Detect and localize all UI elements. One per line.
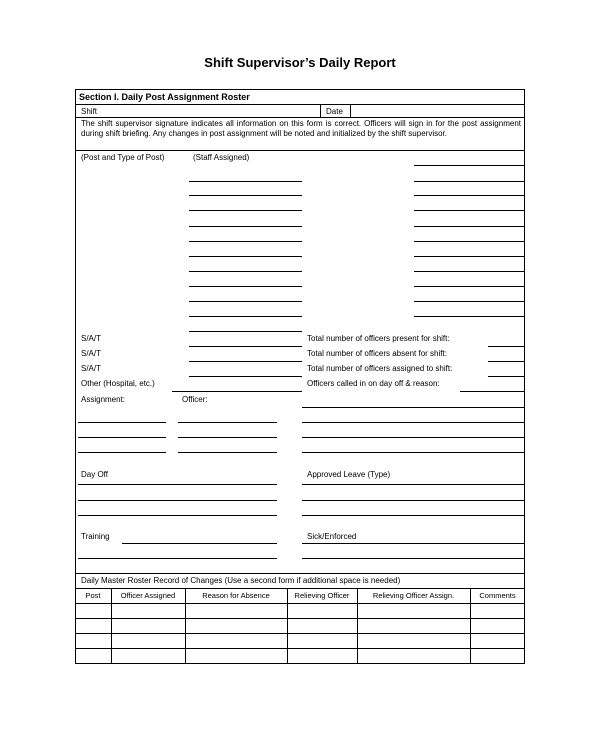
assignment-label: Assignment: bbox=[81, 395, 126, 404]
training-line[interactable] bbox=[78, 558, 277, 559]
total-absent-line[interactable] bbox=[488, 361, 525, 362]
staff-line[interactable] bbox=[189, 286, 302, 287]
date-label: Date bbox=[326, 107, 343, 116]
post-type-label: (Post and Type of Post) bbox=[81, 153, 165, 162]
table-header-officer-assigned: Officer Assigned bbox=[120, 591, 176, 600]
called-in-line[interactable] bbox=[302, 422, 525, 423]
divider bbox=[75, 150, 525, 151]
sat-line[interactable] bbox=[189, 346, 302, 347]
other-line[interactable] bbox=[172, 391, 302, 392]
staff-line[interactable] bbox=[189, 195, 302, 196]
called-in-line[interactable] bbox=[302, 452, 525, 453]
staff-line-right[interactable] bbox=[414, 271, 525, 272]
roster-changes-label: Daily Master Roster Record of Changes (Use a second form if additional space is needed) bbox=[81, 576, 401, 585]
staff-line[interactable] bbox=[189, 271, 302, 272]
divider bbox=[350, 104, 351, 117]
officer-line[interactable] bbox=[178, 422, 277, 423]
day-off-label: Day Off bbox=[81, 470, 108, 479]
table-header-relieving-assign: Relieving Officer Assign. bbox=[372, 591, 455, 600]
total-present-line[interactable] bbox=[488, 346, 525, 347]
day-off-line[interactable] bbox=[78, 484, 277, 485]
staff-line[interactable] bbox=[189, 210, 302, 211]
page-title: Shift Supervisor’s Daily Report bbox=[204, 55, 396, 70]
staff-line-right[interactable] bbox=[414, 195, 525, 196]
total-absent-label: Total number of officers absent for shift: bbox=[307, 349, 447, 358]
sick-line[interactable] bbox=[302, 543, 525, 544]
approved-leave-line[interactable] bbox=[302, 515, 525, 516]
divider bbox=[75, 104, 525, 105]
approved-leave-line[interactable] bbox=[302, 484, 525, 485]
staff-line-right[interactable] bbox=[414, 301, 525, 302]
assignment-line[interactable] bbox=[78, 422, 166, 423]
assignment-line[interactable] bbox=[78, 437, 166, 438]
instructions-text: The shift supervisor signature indicates all information on this form is correct. Officers will sign in for the post assignment during shift briefing. Any changes in post assignment will be noted and initialized by the shift supervisor. bbox=[81, 119, 521, 138]
other-label: Other (Hospital, etc.) bbox=[81, 379, 155, 388]
table-header-comments: Comments bbox=[479, 591, 516, 600]
training-line[interactable] bbox=[122, 543, 277, 544]
called-in-line[interactable] bbox=[302, 407, 525, 408]
officer-line[interactable] bbox=[178, 452, 277, 453]
table-header-post: Post bbox=[85, 591, 101, 600]
called-in-line[interactable] bbox=[460, 391, 525, 392]
total-present-label: Total number of officers present for shift: bbox=[307, 334, 450, 343]
sick-enforced-label: Sick/Enforced bbox=[307, 532, 357, 541]
staff-line[interactable] bbox=[189, 256, 302, 257]
sick-line[interactable] bbox=[302, 558, 525, 559]
total-assigned-label: Total number of officers assigned to shift: bbox=[307, 364, 453, 373]
sat-label: S/A/T bbox=[81, 334, 102, 343]
staff-line-right[interactable] bbox=[414, 256, 525, 257]
staff-line[interactable] bbox=[189, 241, 302, 242]
sat-line[interactable] bbox=[189, 376, 302, 377]
table-row[interactable] bbox=[75, 633, 525, 634]
section-title: Section I. Daily Post Assignment Roster bbox=[79, 92, 250, 102]
staff-line-right[interactable] bbox=[414, 286, 525, 287]
shift-label: Shift bbox=[81, 107, 98, 116]
staff-line[interactable] bbox=[189, 301, 302, 302]
total-assigned-line[interactable] bbox=[488, 376, 525, 377]
officer-label: Officer: bbox=[182, 395, 208, 404]
day-off-line[interactable] bbox=[78, 500, 277, 501]
divider bbox=[75, 117, 525, 118]
staff-line-right[interactable] bbox=[414, 210, 525, 211]
staff-line[interactable] bbox=[189, 331, 302, 332]
staff-line-right[interactable] bbox=[414, 241, 525, 242]
divider bbox=[75, 573, 525, 574]
sat-label: S/A/T bbox=[81, 349, 102, 358]
staff-line[interactable] bbox=[189, 316, 302, 317]
called-in-line[interactable] bbox=[302, 437, 525, 438]
table-row[interactable] bbox=[75, 648, 525, 649]
staff-line[interactable] bbox=[189, 226, 302, 227]
approved-leave-label: Approved Leave (Type) bbox=[307, 470, 391, 479]
assignment-line[interactable] bbox=[78, 452, 166, 453]
divider bbox=[320, 104, 321, 117]
table-row[interactable] bbox=[75, 603, 525, 604]
officer-line[interactable] bbox=[178, 437, 277, 438]
sat-label: S/A/T bbox=[81, 364, 102, 373]
approved-leave-line[interactable] bbox=[302, 500, 525, 501]
table-row[interactable] bbox=[75, 618, 525, 619]
training-label: Training bbox=[81, 532, 110, 541]
called-in-label: Officers called in on day off & reason: bbox=[307, 379, 440, 388]
staff-line[interactable] bbox=[189, 181, 302, 182]
table-header-reason: Reason for Absence bbox=[202, 591, 270, 600]
staff-line-right[interactable] bbox=[414, 165, 525, 166]
staff-assigned-label: (Staff Assigned) bbox=[193, 153, 250, 162]
staff-line-right[interactable] bbox=[414, 226, 525, 227]
staff-line-right[interactable] bbox=[414, 316, 525, 317]
day-off-line[interactable] bbox=[78, 515, 277, 516]
table-header-relieving-officer: Relieving Officer bbox=[294, 591, 350, 600]
staff-line-right[interactable] bbox=[414, 181, 525, 182]
sat-line[interactable] bbox=[189, 361, 302, 362]
divider bbox=[75, 588, 525, 589]
